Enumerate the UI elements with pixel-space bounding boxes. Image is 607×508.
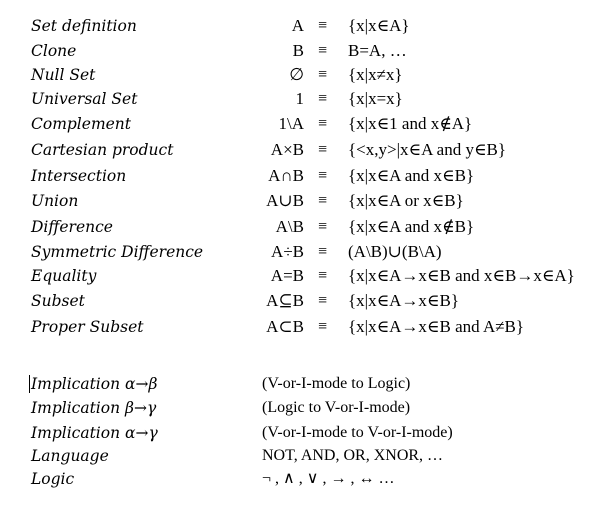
equivalence-sign: ≡ [318,243,328,260]
term-definition: {x|x∈1 and x∉A} [348,114,473,133]
term-name: Intersection [31,167,127,185]
term-symbol: A=B [270,266,304,285]
term-symbol: 1 [295,89,304,108]
equivalence-sign: ≡ [318,115,328,132]
term-name: Cartesian product [31,141,174,159]
language-row [0,444,607,468]
term-definition: {x|x=x} [348,89,403,108]
logic-label: Logic [31,470,75,488]
definition-row [0,215,607,239]
equivalence-sign: ≡ [318,267,328,284]
equivalence-sign: ≡ [318,42,328,59]
term-name: Null Set [31,66,96,84]
term-symbol: A÷B [271,242,304,261]
term-name: Proper Subset [31,318,144,336]
definition-row [0,87,607,111]
equivalence-sign: ≡ [318,292,328,309]
definition-row [0,240,607,264]
term-symbol: B [292,41,304,60]
implication-description: (V-or-I-mode to V-or-I-mode) [262,424,453,441]
term-symbol: A\B [275,217,304,236]
definition-row [0,264,607,288]
equivalence-sign: ≡ [318,318,328,335]
language-operators: NOT, AND, OR, XNOR, … [262,447,444,464]
definition-row [0,14,607,38]
implication-description: (Logic to V-or-I-mode) [262,399,411,416]
logic-symbols: ¬ , ∧ , ∨ , → , ↔ … [262,470,395,487]
definition-row [0,138,607,162]
term-name: Equality [31,267,97,285]
term-name: Subset [31,292,85,310]
term-name: Symmetric Difference [31,243,204,261]
equivalence-sign: ≡ [318,167,328,184]
term-symbol: A⊆B [266,291,304,310]
implication-name: Implication β→γ [31,399,157,417]
definition-row [0,164,607,188]
term-definition: {x|x∈A and x∈B} [348,166,475,185]
term-definition: {x|x∈A→x∈B and x∈B→x∈A} [348,266,575,285]
term-definition: {x|x∈A and x∉B} [348,217,475,236]
term-symbol: A∪B [266,191,304,210]
definition-row [0,112,607,136]
text-cursor [29,375,30,393]
equivalence-sign: ≡ [318,90,328,107]
term-symbol: A [291,16,304,35]
logic-row [0,467,607,491]
term-symbol: A⊂B [266,317,304,336]
term-name: Universal Set [31,90,138,108]
definition-row [0,39,607,63]
equivalence-sign: ≡ [318,66,328,83]
implication-row [0,372,607,396]
term-symbol: 1\A [278,114,304,133]
term-definition: {x|x∈A→x∈B} [348,291,460,310]
definition-row [0,63,607,87]
term-definition: {x|x∈A→x∈B and A≠B} [348,317,525,336]
term-name: Difference [31,218,113,236]
definition-row [0,189,607,213]
term-definition: {x|x∈A} [348,16,410,35]
implication-row [0,421,607,445]
term-definition: {x|x∈A or x∈B} [348,191,464,210]
implication-name: Implication α→γ [31,424,158,442]
term-symbol: A×B [270,140,304,159]
term-definition: B=A, … [348,41,407,60]
equivalence-sign: ≡ [318,192,328,209]
equivalence-sign: ≡ [318,218,328,235]
term-name: Clone [31,42,77,60]
term-definition: (A\B)∪(B\A) [348,242,442,261]
term-definition: {x|x≠x} [348,65,403,84]
term-symbol: ∅ [289,65,304,84]
language-label: Language [31,447,109,465]
definition-row [0,289,607,313]
term-name: Complement [31,115,132,133]
term-name: Set definition [31,17,137,35]
definition-row [0,315,607,339]
equivalence-sign: ≡ [318,141,328,158]
term-symbol: A∩B [268,166,304,185]
equivalence-sign: ≡ [318,17,328,34]
implication-row [0,396,607,420]
implication-name: Implication α→β [31,375,158,393]
term-definition: {<x,y>|x∈A and y∈B} [348,140,507,159]
implication-description: (V-or-I-mode to Logic) [262,375,411,392]
term-name: Union [31,192,79,210]
